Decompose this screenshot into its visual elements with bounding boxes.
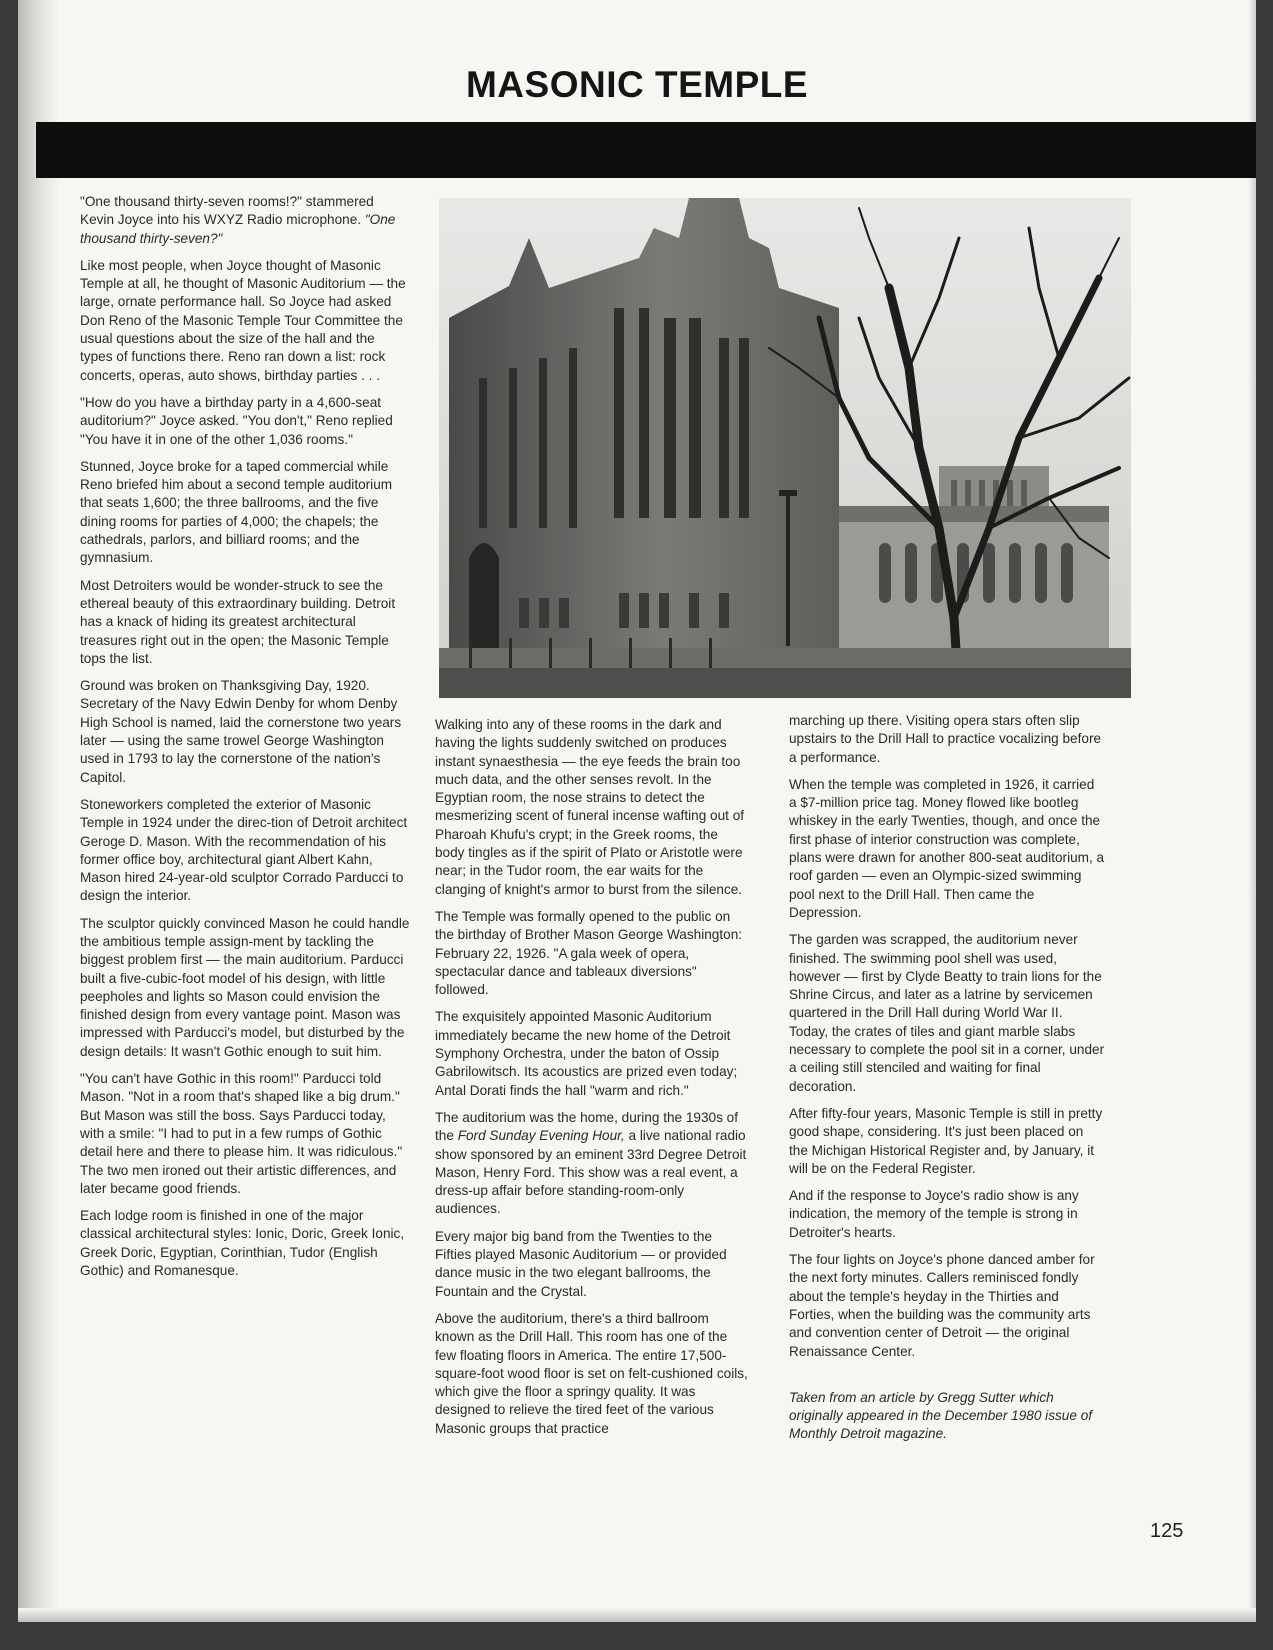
paragraph: marching up there. Visiting opera stars often slip upstairs to the Drill Hall to practice vocalizing before a performance.: [789, 713, 1102, 765]
paragraph: The exquisitely appointed Masonic Auditorium immediately became the new home of the Detroit Symphony Orchestra, under the baton of Ossip Gabrilowitsch. Its acoustics are prized even today; Antal Dorati finds the hall "warm and rich.": [435, 1009, 738, 1098]
paragraph: Most Detroiters would be wonder-struck to see the ethereal beauty of this extraordinary building. Detroit has a knack of hiding its greatest architectural treasures right out in the open; the Masonic Temple tops the list.: [80, 577, 396, 666]
page-title: MASONIC TEMPLE: [465, 64, 809, 105]
paragraph: Stunned, Joyce broke for a taped commercial while Reno briefed him about a second temple auditorium that seats 1,600; the three ballrooms, and the five dining rooms for parties of 4,000; the chapels; the cathedrals, parlors, and billiard rooms; and the gymnasium.: [80, 458, 393, 566]
paragraph: "You can't have Gothic in this room!" Parducci told Mason. "Not in a room that's shaped like a big drum." But Mason was still the boss. Says Parducci today, with a smile: "I had to put in a few rumps of Gothic detail here and there to please him. It was ridiculous." The two men ironed out their artistic differences, and later became good friends.: [80, 1071, 403, 1196]
paragraph: [435, 1109, 750, 1219]
text-column-1: [80, 193, 410, 1289]
paragraph: After fifty-four years, Masonic Temple is still in pretty good shape, considering. It's just been placed on the Michigan Historical Register and, by January, it will be on the Federal Register.: [789, 1105, 1103, 1176]
page-edge-bottom: [18, 1608, 1256, 1622]
page-edge-right: [1248, 0, 1256, 1622]
article-credit: Taken from an article by Gregg Sutter which originally appeared in the December 1980 issue of Monthly Detroit magazine.: [789, 1389, 1093, 1442]
photo-illustration: [439, 198, 1131, 698]
paragraph: And if the response to Joyce's radio show is any indication, the memory of the temple is strong in Detroiter's hearts.: [789, 1188, 1079, 1240]
italic-text-run: "One thousand thirty-seven?": [80, 212, 396, 246]
text-run: The auditorium was the home, during the 1930s of the: [435, 1109, 739, 1144]
paragraph: Stoneworkers completed the exterior of Masonic Temple in 1924 under the direc-tion of Detroit architect Geroge D. Mason. With the recommendation of his former office boy, architectural giant Albert Kahn, Mason hired 24-year-old sculptor Corrado Parducci to design the interior.: [80, 796, 408, 904]
paragraph: The Temple was formally opened to the public on the birthday of Brother Mason George Washington: February 22, 1926. "A gala week of opera, spectacular dance and tableaux diversions" followed.: [435, 908, 743, 998]
paragraph: Every major big band from the Twenties to the Fifties played Masonic Auditorium — or provided dance music in the two elegant ballrooms, the Fountain and the Crystal.: [435, 1228, 727, 1299]
masonic-temple-photo: [439, 198, 1131, 698]
paragraph: [80, 193, 410, 248]
text-column-3: [789, 712, 1105, 1453]
paragraph: Each lodge room is finished in one of the major classical architectural styles: Ionic, Doric, Greek Ionic, Greek Doric, Egyptian, Corinthian, Tudor (English Gothic) and Romanesque.: [80, 1208, 405, 1279]
paragraph: The four lights on Joyce's phone danced amber for the next forty minutes. Callers reminisced fondly about the temple's heyday in the Thirties and Forties, when the building was the community arts and convention center of Detroit — the original Renaissance Center.: [789, 1252, 1095, 1359]
italic-text-run: Ford Sunday Evening Hour,: [457, 1128, 625, 1144]
text-run: a live national radio show sponsored by an eminent 33rd Degree Detroit Mason, Henry Ford. This show was a real event, a dress-up affair before standing-room-only audiences.: [435, 1128, 747, 1217]
paragraph: Ground was broken on Thanksgiving Day, 1920. Secretary of the Navy Edwin Denby for whom Denby High School is named, laid the cornerstone two years later — using the same trowel George Washington used in 1793 to lay the cornerstone of the nation's Capitol.: [80, 678, 402, 785]
paragraph: The garden was scrapped, the auditorium never finished. The swimming pool shell was used, however — first by Clyde Beatty to train lions for the Shrine Circus, and later as a latrine by servicemen quartered in the Drill Hall during World War II. Today, the crates of tiles and giant marble slabs necessary to complete the pool sit in a corner, under a ceiling still stenciled and waiting for final decoration.: [789, 932, 1105, 1094]
paragraph: When the temple was completed in 1926, it carried a $7-million price tag. Money flowed like bootleg whiskey in the early Twenties, though, and once the first phase of interior construction was complete, plans were drawn for another 800-seat auditorium, a roof garden — even an Olympic-sized swimming pool next to the Drill Hall. Then came the Depression.: [789, 776, 1105, 920]
paragraph: Above the auditorium, there's a third ballroom known as the Drill Hall. This room has one of the few floating floors in America. The entire 17,500-square-foot wood floor is set on felt-cushioned coils, which give the floor a springy quality. It was designed to relieve the tired feet of the various Masonic groups that practice: [435, 1310, 748, 1436]
paragraph: The sculptor quickly convinced Mason he could handle the ambitious temple assign-ment by tackling the biggest problem first — the main auditorium. Parducci built a five-cubic-foot model of his design, with little peepholes and lights so Mason could envision the finished design from every vantage point. Mason was impressed with Parducci's model, but disturbed by the design details: It wasn't Gothic enough to suit him.: [80, 915, 410, 1059]
text-run: "One thousand thirty-seven rooms!?" stammered Kevin Joyce into his WXYZ Radio microphone.: [80, 194, 374, 228]
book-page: [18, 0, 1256, 1622]
page-number: 125: [1150, 1520, 1184, 1542]
header-band: [36, 122, 1256, 178]
paragraph: Like most people, when Joyce thought of Masonic Temple at all, he thought of Masonic Auditorium — the large, ornate performance hall. So Joyce had asked Don Reno of the Masonic Temple Tour Committee the usual questions about the size of the hall and the types of functions there. Reno ran down a list: rock concerts, operas, auto shows, birthday parties . . .: [80, 257, 406, 383]
paragraph: Walking into any of these rooms in the dark and having the lights suddenly switched on produces instant synaesthesia — the eye feeds the brain too much data, and the other senses revolt. In the Egyptian room, the nose strains to detect the mesmerizing scent of funeral incense wafting out of Pharoah Khufu's crypt; in the Greek rooms, the body tingles as if the spirit of Plato or Aristotle were near; in the Tudor room, the ear waits for the clanging of knight's armor to burst from the silence.: [435, 717, 745, 897]
text-column-2: [435, 716, 750, 1447]
paragraph: "How do you have a birthday party in a 4,600-seat auditorium?" Joyce asked. "You don't," Reno replied "You have it in one of the other 1,036 rooms.": [80, 394, 393, 447]
binding-shadow: [18, 0, 60, 1622]
